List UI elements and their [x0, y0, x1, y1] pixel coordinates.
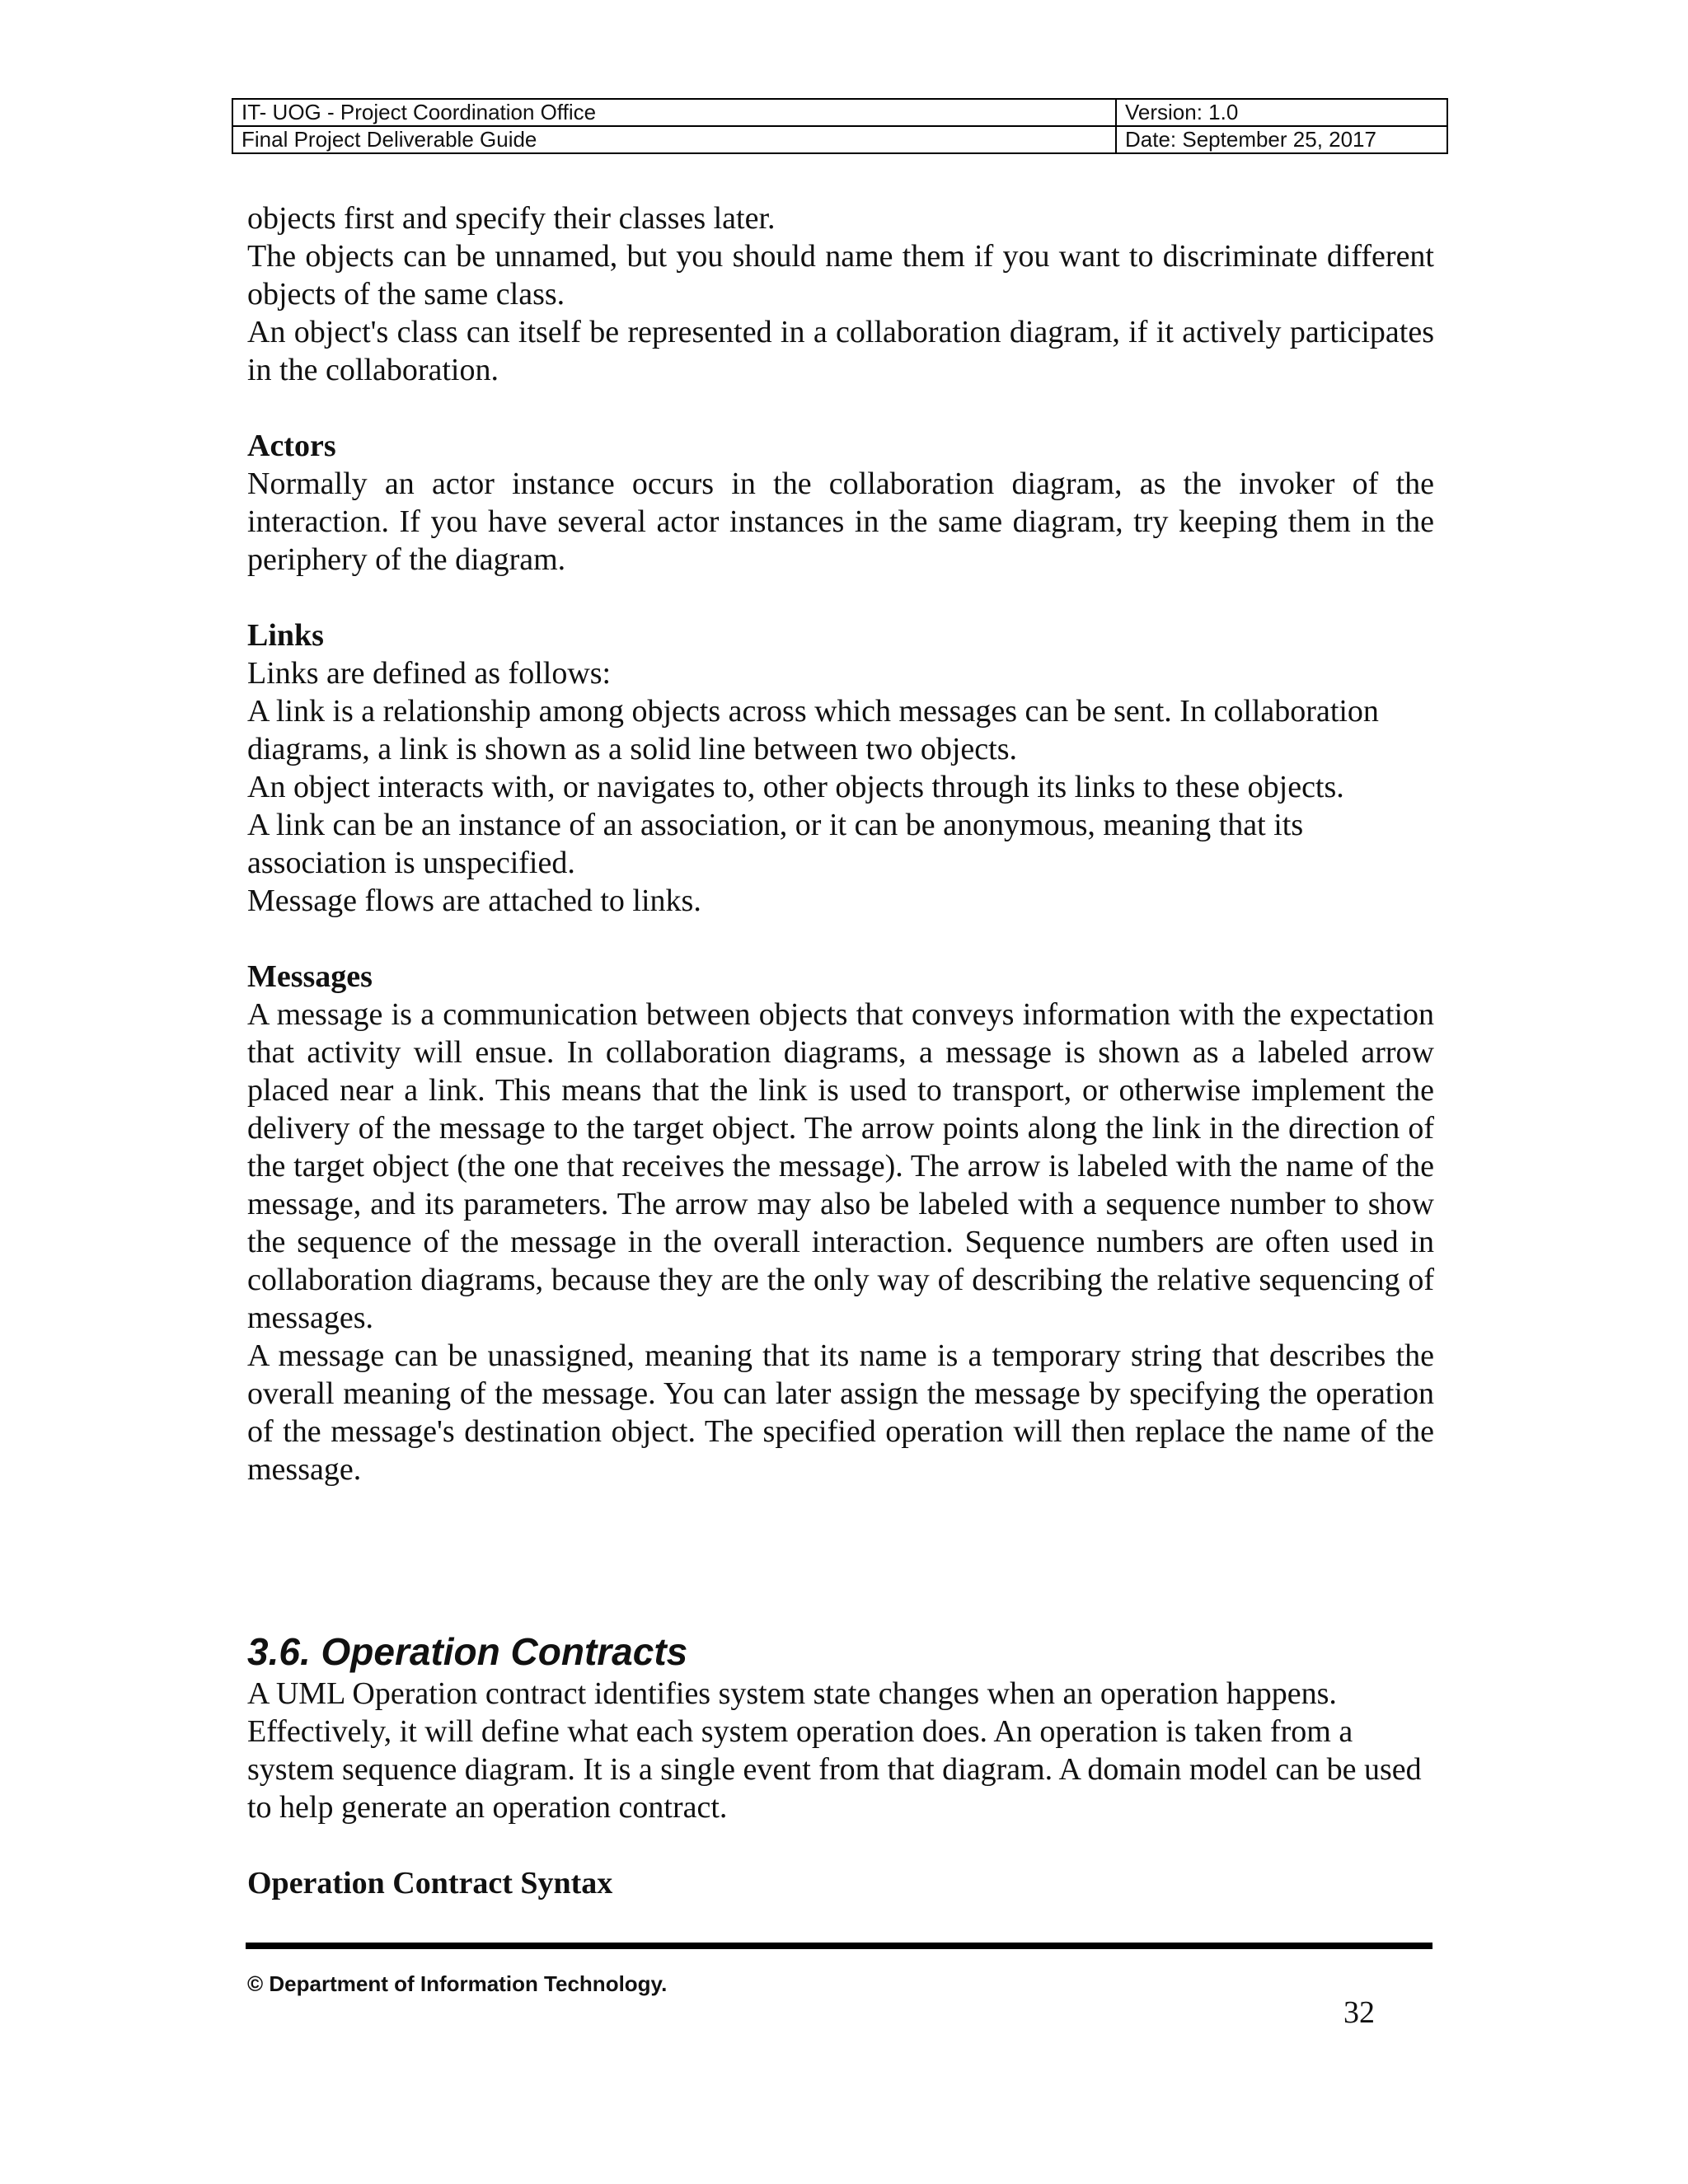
links-paragraph: A link is a relationship among objects across which messages can be sent. In collaboration diagrams, a link is shown as a solid line between two objects. — [247, 694, 1379, 766]
intro-paragraph: The objects can be unnamed, but you should name them if you want to discriminate different objects of the same class. — [247, 239, 1434, 312]
intro-paragraph: An object's class can itself be represented in a collaboration diagram, if it actively participates in the collaboration. — [247, 315, 1434, 387]
actors-paragraph: Normally an actor instance occurs in the collaboration diagram, as the invoker of the interaction. If you have several actor instances in the same diagram, try keeping them in the periphery of the diagram. — [247, 466, 1434, 577]
footer-rule — [246, 1943, 1432, 1949]
links-paragraph: Links are defined as follows: — [247, 656, 612, 691]
header-office: IT- UOG - Project Coordination Office — [232, 99, 1116, 126]
header-table — [232, 98, 1448, 154]
footer-copyright: © Department of Information Technology. — [247, 1971, 668, 1996]
operation-contracts-section — [247, 1629, 1434, 1902]
header-doc-title: Final Project Deliverable Guide — [232, 126, 1116, 153]
intro-paragraph: objects first and specify their classes later. — [247, 201, 776, 236]
messages-heading: Messages — [247, 959, 373, 994]
links-paragraph: A link can be an instance of an association, or it can be anonymous, meaning that its association is unspecified. — [247, 808, 1304, 880]
section-subheading: Operation Contract Syntax — [247, 1866, 613, 1900]
messages-paragraph: A message is a communication between objects that conveys information with the expectation that activity will ensue. In collaboration diagrams, a message is shown as a labeled arrow placed near a link. This means that the link is used to transport, or otherwise implement the delivery of the message to the target object. The arrow points along the link in the direction of the target object (the one that receives the message). The arrow is labeled with the name of the message, and its parameters. The arrow may also be labeled with a sequence number to show the sequence of the message in the overall interaction. Sequence numbers are often used in collaboration diagrams, because they are the only way of describing the relative sequencing of messages. — [247, 997, 1434, 1335]
messages-paragraph: A message can be unassigned, meaning that its name is a temporary string that describes the overall meaning of the message. You can later assign the message by specifying the operation of the message's destination object. The specified operation will then replace the name of the message. — [247, 1338, 1434, 1487]
actors-heading: Actors — [247, 429, 336, 463]
header-date: Date: September 25, 2017 — [1116, 126, 1447, 153]
section-title: 3.6. Operation Contracts — [247, 1630, 688, 1673]
header-row — [232, 126, 1447, 153]
page-number: 32 — [1343, 1995, 1375, 2030]
header-row — [232, 99, 1447, 126]
section-paragraph: A UML Operation contract identifies system state changes when an operation happens. Effectively, it will define what each system operation does. An operation is taken from a system sequence diagram. It is a single event from that diagram. A domain model can be used to help generate an operation contract. — [247, 1676, 1422, 1825]
body-text — [247, 199, 1434, 1488]
header-version: Version: 1.0 — [1116, 99, 1447, 126]
links-heading: Links — [247, 618, 324, 653]
links-paragraph: An object interacts with, or navigates to, other objects through its links to these objects. — [247, 770, 1344, 804]
links-paragraph: Message flows are attached to links. — [247, 883, 701, 918]
